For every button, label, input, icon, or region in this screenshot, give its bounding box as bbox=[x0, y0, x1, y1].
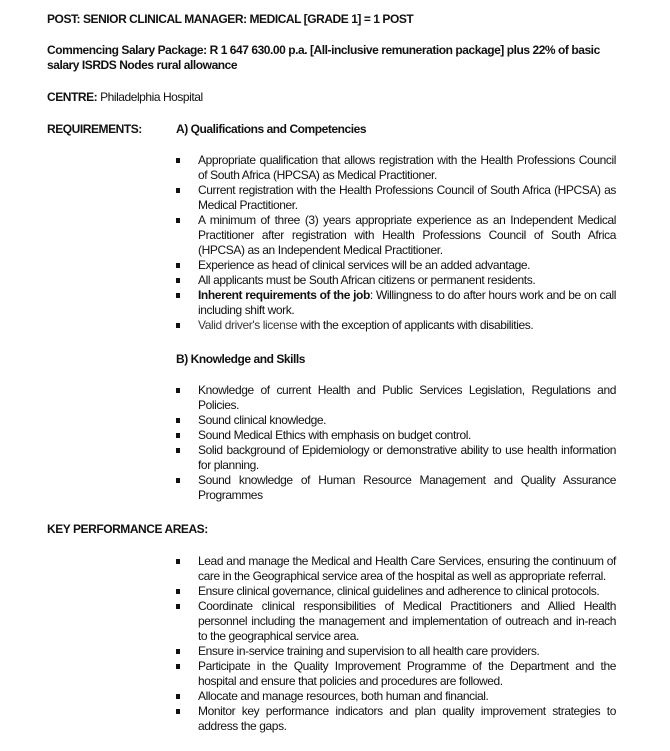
bullet-icon bbox=[176, 433, 180, 438]
bullet-icon bbox=[176, 418, 180, 423]
salary-package-line-1: Commencing Salary Package: R 1 647 630.00 p.a. [All-inclusive remuneration package] plus 22% of basic bbox=[47, 43, 600, 57]
bullet-icon bbox=[176, 188, 180, 193]
kpa-label: KEY PERFORMANCE AREAS: bbox=[47, 522, 208, 536]
list-item: Inherent requirements of the job: Willingness to do after hours work and be on call including shift work. bbox=[176, 288, 616, 318]
centre-label: CENTRE: bbox=[47, 90, 98, 104]
list-item: Ensure clinical governance, clinical guidelines and adherence to clinical protocols. bbox=[176, 584, 616, 599]
list-item: Experience as head of clinical services will be an added advantage. bbox=[176, 258, 616, 273]
bullet-icon bbox=[176, 263, 180, 268]
centre-line bbox=[47, 90, 203, 105]
list-item: Participate in the Quality Improvement Programme of the Department and the hospital and ensure that policies and procedures are followed. bbox=[176, 659, 616, 689]
bullet-icon bbox=[176, 293, 180, 298]
bullet-icon bbox=[176, 448, 180, 453]
drivers-license-text: Valid driver's license bbox=[198, 318, 298, 332]
bullet-icon bbox=[176, 158, 180, 163]
list-item: Solid background of Epidemiology or demonstrative ability to use health information for planning. bbox=[176, 443, 616, 473]
centre-value: Philadelphia Hospital bbox=[97, 90, 203, 104]
post-title: POST: SENIOR CLINICAL MANAGER: MEDICAL [GRADE 1] = 1 POST bbox=[47, 12, 414, 26]
list-item: Sound knowledge of Human Resource Management and Quality Assurance Programmes bbox=[176, 473, 616, 503]
qualifications-list bbox=[176, 153, 616, 333]
list-item: A minimum of three (3) years appropriate experience as an Independent Medical Practitioner after registration with Health Professions Council of South Africa (HPCSA) as an Independent Medical Practitioner. bbox=[176, 213, 616, 258]
list-item: Ensure in-service training and supervision to all health care providers. bbox=[176, 644, 616, 659]
bullet-icon bbox=[176, 664, 180, 669]
bullet-icon bbox=[176, 649, 180, 654]
kpa-list bbox=[176, 554, 616, 734]
section-a-heading: A) Qualifications and Competencies bbox=[176, 122, 367, 136]
list-item: Monitor key performance indicators and plan quality improvement strategies to address the gaps. bbox=[176, 704, 616, 734]
knowledge-skills-list bbox=[176, 383, 616, 503]
bullet-icon bbox=[176, 559, 180, 564]
bullet-icon bbox=[176, 323, 180, 328]
list-item: Sound Medical Ethics with emphasis on budget control. bbox=[176, 428, 616, 443]
bullet-icon bbox=[176, 709, 180, 714]
bullet-icon bbox=[176, 589, 180, 594]
list-item: All applicants must be South African citizens or permanent residents. bbox=[176, 273, 616, 288]
bullet-icon bbox=[176, 388, 180, 393]
list-item: Lead and manage the Medical and Health Care Services, ensuring the continuum of care in the Geographical service area of the hospital as well as appropriate referral. bbox=[176, 554, 616, 584]
bullet-icon bbox=[176, 218, 180, 223]
inherent-requirements-label: Inherent requirements of the job bbox=[198, 288, 370, 302]
list-item: Current registration with the Health Professions Council of South Africa (HPCSA) as Medical Practitioner. bbox=[176, 183, 616, 213]
requirements-label: REQUIREMENTS: bbox=[47, 122, 142, 136]
list-item: Knowledge of current Health and Public Services Legislation, Regulations and Policies. bbox=[176, 383, 616, 413]
list-item: Sound clinical knowledge. bbox=[176, 413, 616, 428]
bullet-icon bbox=[176, 694, 180, 699]
section-b-heading: B) Knowledge and Skills bbox=[176, 352, 306, 366]
bullet-icon bbox=[176, 278, 180, 283]
list-item: Allocate and manage resources, both human and financial. bbox=[176, 689, 616, 704]
list-item: Appropriate qualification that allows registration with the Health Professions Council of South Africa (HPCSA) as Medical Practitioner. bbox=[176, 153, 616, 183]
salary-package-line-2: salary ISRDS Nodes rural allowance bbox=[47, 58, 238, 72]
list-item: Coordinate clinical responsibilities of Medical Practitioners and Allied Health personnel including the management and implementation of outreach and in-reach to the geographical service area. bbox=[176, 599, 616, 644]
bullet-icon bbox=[176, 478, 180, 483]
list-item: Valid driver's license with the exception of applicants with disabilities. bbox=[176, 318, 616, 333]
bullet-icon bbox=[176, 604, 180, 609]
